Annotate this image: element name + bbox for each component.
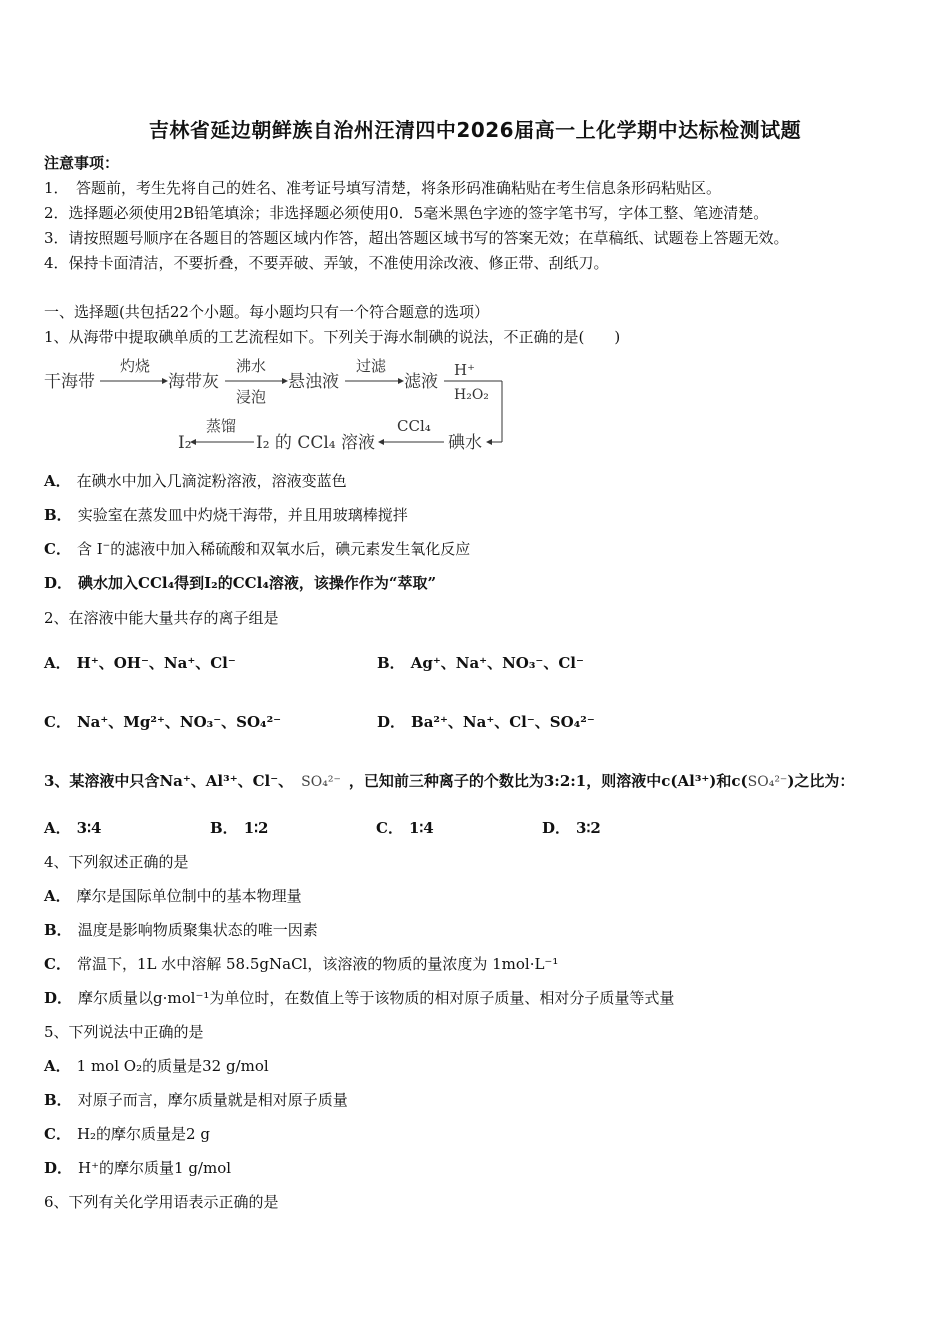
q3-option-c[interactable] <box>376 817 434 838</box>
q5-option-b-label: B． <box>44 1091 72 1109</box>
q2-option-d[interactable] <box>377 711 595 732</box>
flow-node-suspension: 悬浊液 <box>288 372 339 392</box>
q2-stem: 2、在溶液中能大量共存的离子组是 <box>44 609 279 627</box>
q3-stem-part-b: ，已知前三种离子的个数比为3:2:1，则溶液中c(Al³⁺)和c( <box>348 772 748 790</box>
notice-heading: 注意事项： <box>44 154 120 172</box>
q2-option-c-text: Na⁺、Mg²⁺、NO₃⁻、SO₄²⁻ <box>76 713 282 731</box>
flow-label-distill: 蒸馏 <box>206 417 237 435</box>
q3-stem-part-c: )之比为： <box>787 772 855 790</box>
flow-label-h2o2: H₂O₂ <box>454 387 489 403</box>
q5-option-c[interactable] <box>44 1123 210 1144</box>
flow-node-iodine: I₂ <box>178 433 192 453</box>
q3-option-b[interactable] <box>210 817 268 838</box>
section-heading: 一、选择题(共包括22个小题。每小题均只有一个符合题意的选项） <box>44 303 489 321</box>
flow-label-h-plus: H⁺ <box>454 361 475 379</box>
q5-option-d-label: D． <box>44 1159 73 1177</box>
flow-label-filter: 过滤 <box>356 357 387 375</box>
q4-option-b[interactable] <box>44 919 318 940</box>
q3-option-d-label: D． <box>542 819 571 837</box>
q2-option-d-label: D． <box>377 713 406 731</box>
flow-node-dry-kelp: 干海带 <box>44 372 95 392</box>
q3-so4-ion-1: SO₄²⁻ <box>301 774 341 790</box>
q4-option-c[interactable] <box>44 953 558 974</box>
q3-stem <box>44 770 854 791</box>
notice-item-3: 3．请按照题号顺序在各题目的答题区域内作答，超出答题区域书写的答案无效；在草稿纸、试题卷上答题无效。 <box>44 229 789 247</box>
q3-option-b-text: 1∶2 <box>243 819 269 837</box>
flow-label-ccl4: CCl₄ <box>397 417 431 435</box>
q1-option-a[interactable] <box>44 470 347 491</box>
q4-option-c-label: C． <box>44 955 71 973</box>
q3-option-a-text: 3∶4 <box>76 819 102 837</box>
q4-option-c-text: 常温下，1L 水中溶解 58.5gNaCl，该溶液的物质的量浓度为 1mol·L⁻¹ <box>76 955 559 973</box>
q1-stem: 1、从海带中提取碘单质的工艺流程如下。下列关于海水制碘的说法，不正确的是( ) <box>44 328 621 346</box>
q1-option-b-label: B． <box>44 506 72 524</box>
q5-option-a-text: 1 mol O₂的质量是32 g/mol <box>76 1057 269 1075</box>
notice-item-4: 4．保持卡面清洁，不要折叠，不要弄破、弄皱，不准使用涂改液、修正带、刮纸刀。 <box>44 254 609 272</box>
flow-label-burn: 灼烧 <box>120 357 151 375</box>
flow-label-soak: 浸泡 <box>236 388 267 406</box>
q3-option-c-label: C． <box>376 819 403 837</box>
q1-option-a-label: A． <box>44 472 71 490</box>
q3-option-a[interactable] <box>44 817 101 838</box>
q1-option-a-text: 在碘水中加入几滴淀粉溶液，溶液变蓝色 <box>76 472 347 490</box>
q1-option-c[interactable]: C． 含 I−的滤液中加入稀硫酸和双氧水后，碘元素发生氧化反应 <box>44 540 471 558</box>
q3-option-c-text: 1∶4 <box>408 819 434 837</box>
q3-stem-part-a: 3、某溶液中只含Na⁺、Al³⁺、Cl⁻、 <box>44 772 294 790</box>
q4-stem: 4、下列叙述正确的是 <box>44 853 189 871</box>
q2-option-c[interactable] <box>44 711 281 732</box>
q1-option-d-label: D． <box>44 574 73 592</box>
flow-label-boiling-water: 沸水 <box>236 357 267 375</box>
q4-option-a-text: 摩尔是国际单位制中的基本物理量 <box>76 887 302 905</box>
q1-option-c-text-post: 的滤液中加入稀硫酸和双氧水后，碘元素发生氧化反应 <box>110 540 471 558</box>
q6-stem: 6、下列有关化学用语表示正确的是 <box>44 1193 279 1211</box>
flow-node-iodine-water: 碘水 <box>448 433 482 453</box>
q3-option-d-text: 3∶2 <box>576 819 601 837</box>
q2-option-a-text: H⁺、OH⁻、Na⁺、Cl⁻ <box>76 654 236 672</box>
flow-node-filtrate: 滤液 <box>404 372 438 392</box>
q4-option-a-label: A． <box>44 887 71 905</box>
q5-stem: 5、下列说法中正确的是 <box>44 1023 204 1041</box>
flow-node-iodine-ccl4: I₂ 的 CCl₄ 溶液 <box>256 433 376 453</box>
q2-option-b-text: Ag⁺、Na⁺、NO₃⁻、Cl⁻ <box>410 654 584 672</box>
q5-option-c-text: H₂的摩尔质量是2 g <box>76 1125 210 1143</box>
q3-option-b-label: B． <box>210 819 238 837</box>
page-title: 吉林省延边朝鲜族自治州汪清四中2026届高一上化学期中达标检测试题 <box>148 118 802 142</box>
notice-item-1: 1． 答题前，考生先将自己的姓名、准考证号填写清楚，将条形码准确粘贴在考生信息条形码粘贴区。 <box>44 179 722 197</box>
q2-option-b[interactable] <box>377 652 584 673</box>
q4-option-d-text: 摩尔质量以g·mol⁻¹为单位时，在数值上等于该物质的相对原子质量、相对分子质量等式量 <box>78 989 675 1007</box>
q3-option-d[interactable] <box>542 817 601 838</box>
q1-option-b[interactable] <box>44 504 408 525</box>
q1-option-d[interactable] <box>44 572 436 593</box>
extraction-flowchart <box>44 355 514 455</box>
q5-option-b-text: 对原子而言，摩尔质量就是相对原子质量 <box>77 1091 348 1109</box>
q2-option-a[interactable] <box>44 652 236 673</box>
q1-option-d-text: 碘水加入CCl₄得到I₂的CCl₄溶液，该操作作为“萃取” <box>78 574 437 592</box>
notice-item-2: 2．选择题必须使用2B铅笔填涂；非选择题必须使用0．5毫米黑色字迹的签字笔书写，字体工整、笔迹清楚。 <box>44 204 769 222</box>
q5-option-c-label: C． <box>44 1125 71 1143</box>
q5-option-d[interactable] <box>44 1157 231 1178</box>
q1-option-c-text-pre: 含 I <box>76 540 103 558</box>
q5-option-d-text: H⁺的摩尔质量1 g/mol <box>78 1159 232 1177</box>
q4-option-a[interactable] <box>44 885 302 906</box>
q5-option-a-label: A． <box>44 1057 71 1075</box>
q2-option-c-label: C． <box>44 713 71 731</box>
q4-option-b-text: 温度是影响物质聚集状态的唯一因素 <box>77 921 318 939</box>
q2-option-a-label: A． <box>44 654 71 672</box>
q1-option-b-text: 实验室在蒸发皿中灼烧干海带，并且用玻璃棒搅拌 <box>77 506 408 524</box>
q5-option-b[interactable] <box>44 1089 348 1110</box>
q3-option-a-label: A． <box>44 819 71 837</box>
q2-option-d-text: Ba²⁺、Na⁺、Cl⁻、SO₄²⁻ <box>411 713 595 731</box>
q4-option-d[interactable] <box>44 987 674 1008</box>
q4-option-b-label: B． <box>44 921 72 939</box>
q5-option-a[interactable] <box>44 1055 269 1076</box>
q4-option-d-label: D． <box>44 989 73 1007</box>
q1-option-c-label: C． <box>44 540 71 558</box>
flow-node-kelp-ash: 海带灰 <box>168 372 219 392</box>
q3-so4-ion-2: SO₄²⁻ <box>747 774 788 790</box>
q2-option-b-label: B． <box>377 654 405 672</box>
